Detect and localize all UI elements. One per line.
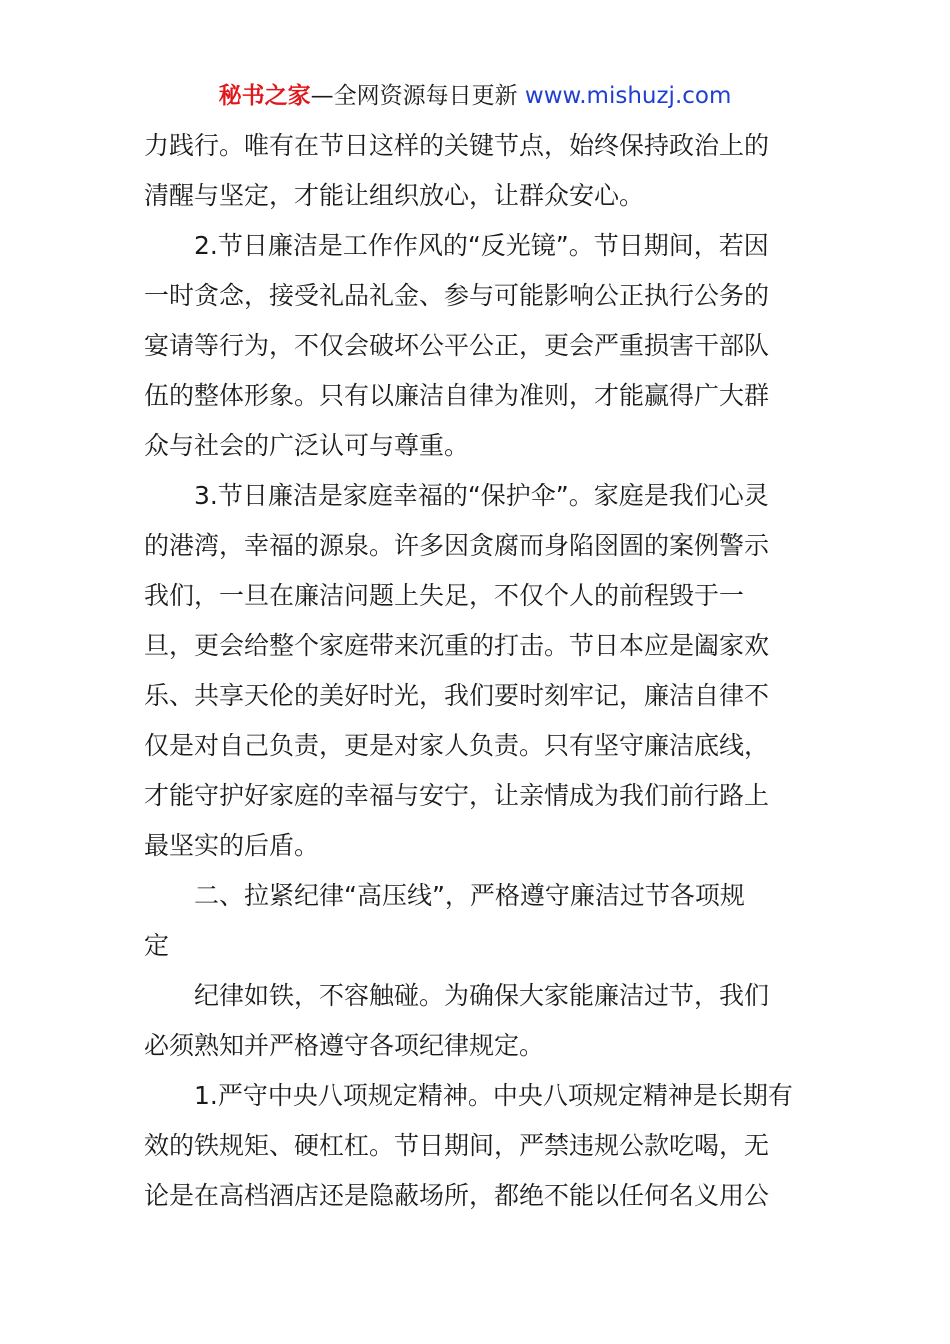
text-line: 才能守护好家庭的幸福与安宁，让亲情成为我们前行路上 [144,781,770,810]
text-line: 1.严守中央八项规定精神。中央八项规定精神是长期有 [194,1081,793,1110]
text-line: 仅是对自己负责，更是对家人负责。只有坚守廉洁底线， [144,731,770,760]
text-line: 我们，一旦在廉洁问题上失足，不仅个人的前程毁于一 [144,581,745,610]
site-url[interactable]: www.mishuzj.com [524,83,732,109]
text-line: 清醒与坚定，才能让组织放心，让群众安心。 [144,181,645,210]
site-brand: 秘书之家 [218,83,311,109]
text-line: 纪律如铁，不容触碰。为确保大家能廉洁过节，我们 [194,981,770,1010]
text-line: 乐、共享天伦的美好时光，我们要时刻牢记，廉洁自律不 [144,681,770,710]
text-line: 定 [144,931,170,960]
page-header [0,80,950,112]
text-line: 旦，更会给整个家庭带来沉重的打击。节日本应是阖家欢 [144,631,770,660]
text-line: 效的铁规矩、硬杠杠。节日期间，严禁违规公款吃喝，无 [144,1131,770,1160]
site-tagline: —全网资源每日更新 [310,83,525,109]
text-line: 3.节日廉洁是家庭幸福的“保护伞”。家庭是我们心灵 [194,481,769,510]
text-line: 必须熟知并严格遵守各项纪律规定。 [144,1031,545,1060]
text-line: 二、拉紧纪律“高压线”，严格遵守廉洁过节各项规 [194,881,745,910]
text-line: 宴请等行为，不仅会破坏公平公正，更会严重损害干部队 [144,331,770,360]
text-line: 最坚实的后盾。 [144,831,320,860]
text-line: 一时贪念，接受礼品礼金、参与可能影响公正执行公务的 [144,281,770,310]
text-line: 伍的整体形象。只有以廉洁自律为准则，才能赢得广大群 [144,381,770,410]
text-line: 2.节日廉洁是工作作风的“反光镜”。节日期间，若因 [194,231,769,260]
text-line: 力践行。唯有在节日这样的关键节点，始终保持政治上的 [144,131,770,160]
document-body [144,121,809,1221]
text-line: 的港湾，幸福的源泉。许多因贪腐而身陷囹圄的案例警示 [144,531,770,560]
text-line: 论是在高档酒店还是隐蔽场所，都绝不能以任何名义用公 [144,1181,770,1210]
text-line: 众与社会的广泛认可与尊重。 [144,431,470,460]
